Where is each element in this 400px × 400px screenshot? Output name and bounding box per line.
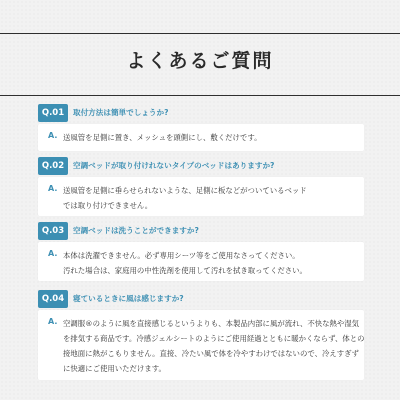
question-text: 寝ているときに風は感じますか? xyxy=(73,294,184,303)
question-number-badge: Q.04 xyxy=(38,290,68,308)
question-number-badge: Q.01 xyxy=(38,104,68,122)
answer-line: 送風管を足側に置き、メッシュを頭側にし、敷くだけです。 xyxy=(63,133,262,142)
answer-text xyxy=(63,183,354,213)
question-text: 取付方法は簡単でしょうか? xyxy=(73,108,169,117)
answer-line: 送風管を足側に垂らせられないような、足側に板などがついているベッド xyxy=(63,186,307,195)
page-title: よくあるご質問 xyxy=(126,50,274,72)
answer-text xyxy=(63,248,354,278)
answer-line: では取り付けできません。 xyxy=(63,201,153,210)
answer-text xyxy=(63,316,365,376)
question-number-badge: Q.02 xyxy=(38,157,68,175)
answer-line: 空調服®のように風を直接感じるというよりも、本製品内部に風が流れ、不快な熱や湿気 xyxy=(63,319,360,328)
answer-line: 本体は洗濯できません。必ず専用シーツ等をご使用なさってください。 xyxy=(63,251,300,260)
answer-marker: A. xyxy=(48,249,58,258)
answer-line: 汚れた場合は、家庭用の中性洗剤を使用して汚れを拭き取ってください。 xyxy=(63,266,307,275)
title-rule-top xyxy=(0,33,400,34)
question-text: 空調ベッドは洗うことができますか? xyxy=(73,226,199,235)
answer-box xyxy=(38,177,364,216)
answer-line: に快適にご使用いただけます。 xyxy=(63,364,166,373)
answer-box xyxy=(38,242,364,281)
answer-marker: A. xyxy=(48,317,58,326)
question-number-badge: Q.03 xyxy=(38,222,68,240)
title-rule-bottom xyxy=(0,95,400,96)
answer-line: を排気する商品です。冷感ジェルシートのようにご使用経過とともに暖かくならず、体との xyxy=(63,334,365,343)
answer-marker: A. xyxy=(48,184,58,193)
answer-box xyxy=(38,124,364,151)
answer-text xyxy=(63,130,354,145)
answer-box xyxy=(38,310,364,380)
answer-marker: A. xyxy=(48,131,58,140)
answer-line: 接地面に熱がこもりません。直接、冷たい風で体を冷やすわけではないので、冷えすぎず xyxy=(63,349,359,358)
question-text: 空調ベッドが取り付けれないタイプのベッドはありますか? xyxy=(73,161,275,170)
